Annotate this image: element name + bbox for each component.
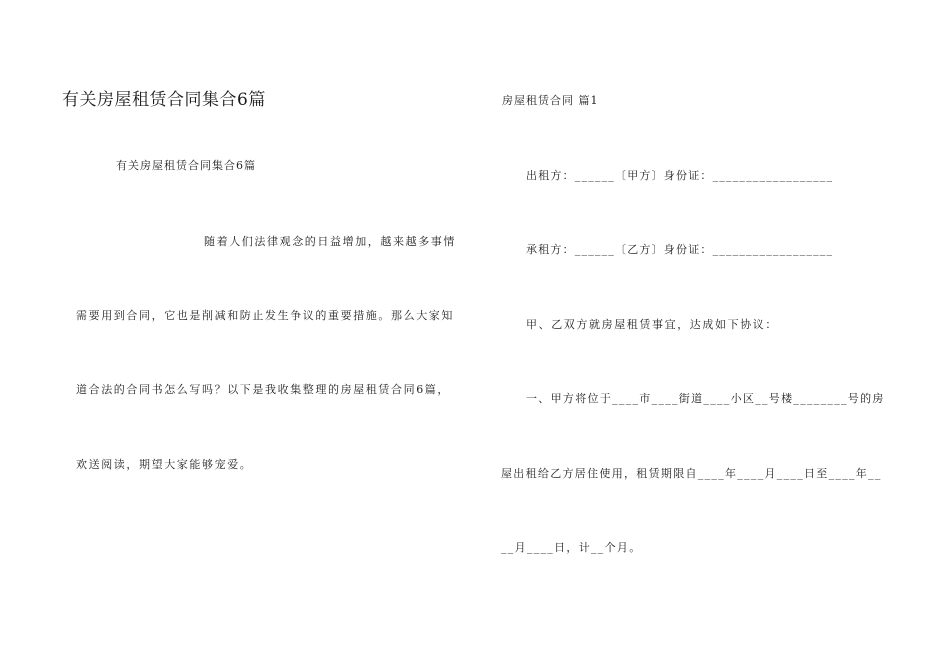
intro-line-1: 随着人们法律观念的日益增加，越来越多事情 — [204, 235, 456, 248]
document-title: 有关房屋租赁合同集合6篇 — [62, 90, 266, 110]
intro-line-3: 道合法的合同书怎么写吗？以下是我收集整理的房屋租赁合同6篇， — [76, 383, 450, 396]
agreement-line: 甲、乙双方就房屋租赁事宜，达成如下协议： — [526, 318, 778, 331]
lessee-line: 承租方：______〔乙方〕身份证：__________________ — [526, 243, 834, 256]
clause-1-line-3: __月____日，计__个月。 — [501, 541, 642, 554]
clause-1-line-2: 屋出租给乙方居住使用，租赁期限自____年____月____日至____年__ — [501, 467, 882, 480]
intro-line-2: 需要用到合同，它也是削减和防止发生争议的重要措施。那么大家知 — [76, 309, 454, 322]
document-subtitle: 有关房屋租赁合同集合6篇 — [116, 159, 256, 172]
clause-1-line-1: 一、甲方将位于____市____街道____小区__号楼________号的房 — [526, 392, 885, 405]
lessor-line: 出租方：______〔甲方〕身份证：__________________ — [526, 169, 834, 182]
intro-line-4: 欢送阅读，期望大家能够宠爱。 — [76, 458, 253, 471]
contract-heading: 房屋租赁合同 篇1 — [502, 94, 599, 107]
